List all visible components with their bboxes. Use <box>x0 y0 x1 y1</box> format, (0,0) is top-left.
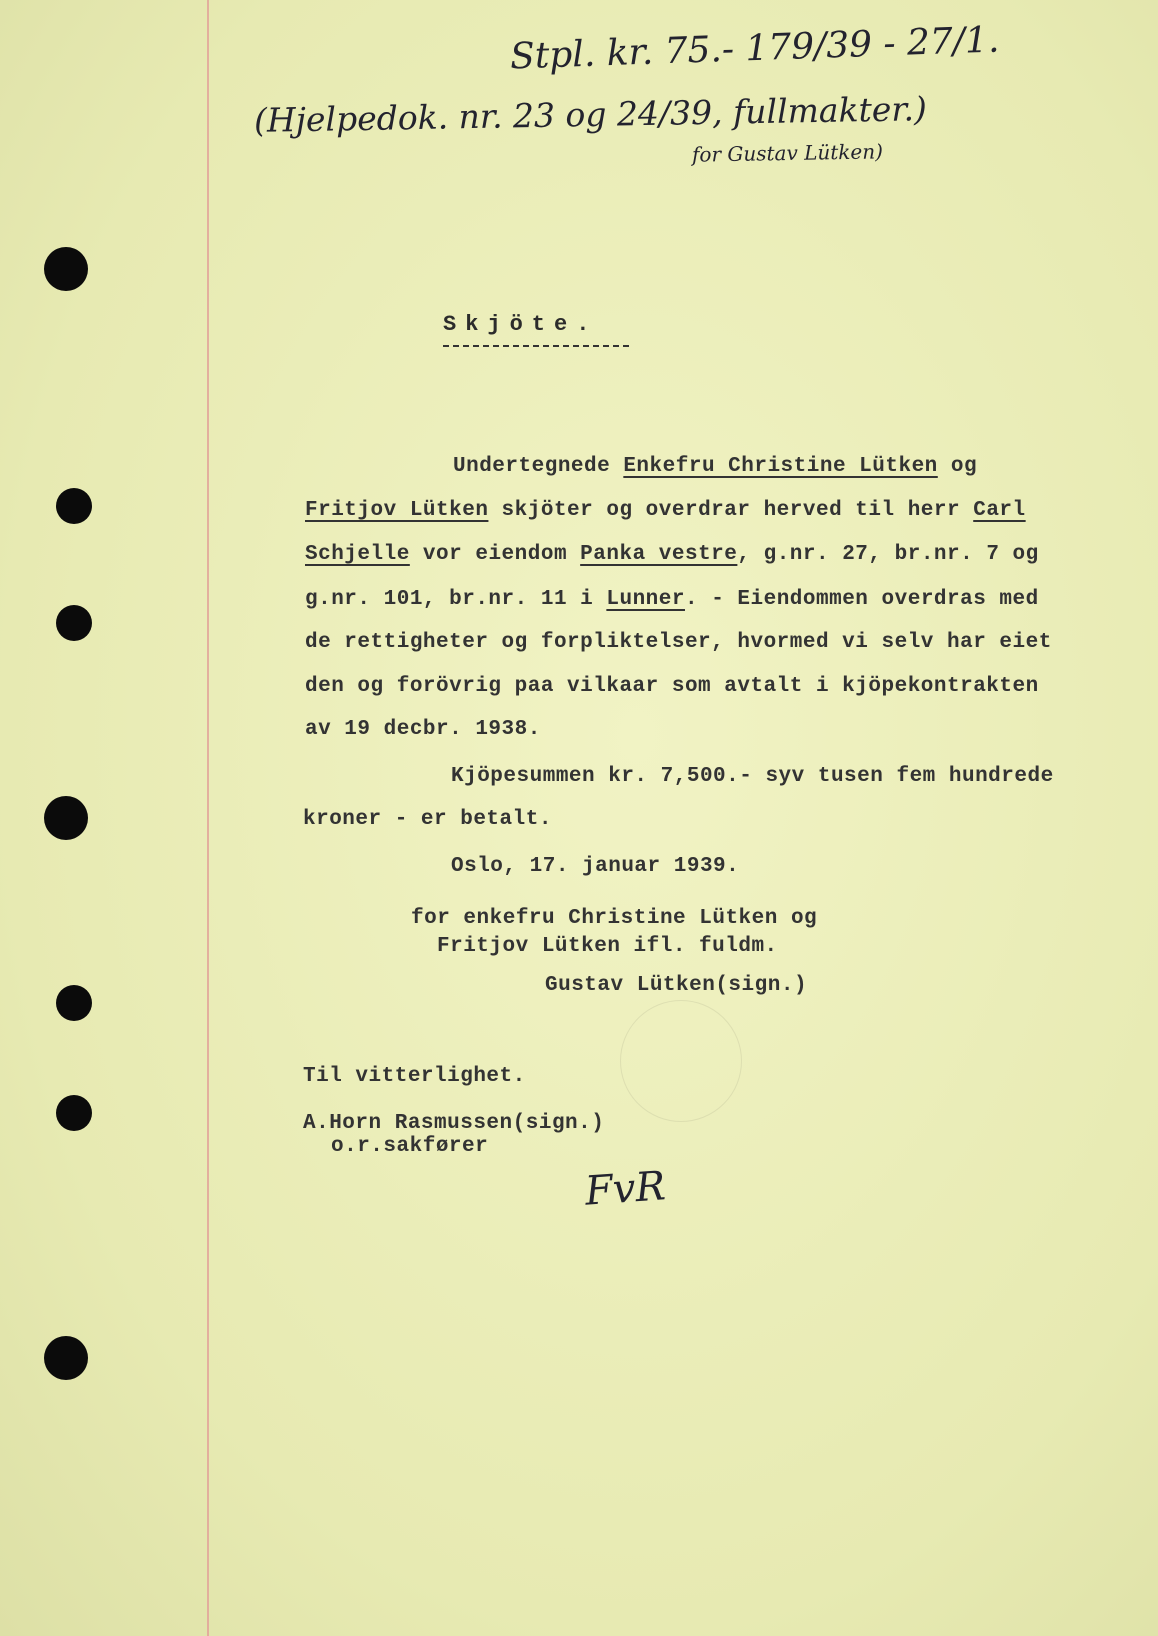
punch-hole <box>56 985 92 1021</box>
punch-hole <box>44 1336 88 1380</box>
attachment-annotation-sub: for Gustav Lütken) <box>691 139 884 167</box>
body-text: , g.nr. 27, br.nr. 7 og <box>737 543 1039 566</box>
body-text: Undertegnede <box>453 455 624 478</box>
punch-hole <box>56 605 92 641</box>
underlined-name: Carl <box>973 499 1026 522</box>
body-line <box>451 765 1054 788</box>
body-text: Kjöpesummen kr. 7,500.- syv tusen fem hundrede <box>451 765 1054 788</box>
stamp-fee-annotation: Stpl. kr. 75.- 179/39 - 27/1. <box>509 19 1000 78</box>
punch-hole <box>56 488 92 524</box>
witness-name: A.Horn Rasmussen(sign.) <box>303 1112 605 1135</box>
punch-hole <box>44 247 88 291</box>
witness-title: o.r.sakfører <box>331 1135 489 1158</box>
body-text: av 19 decbr. 1938. <box>305 718 541 741</box>
body-text: skjöter og overdrar herved til herr <box>488 499 974 522</box>
body-line <box>305 631 1052 654</box>
body-text: kroner - er betalt. <box>303 808 552 831</box>
underlined-name: Fritjov Lütken <box>305 499 489 522</box>
faint-stamp <box>620 1000 742 1122</box>
margin-rule <box>207 0 209 1636</box>
body-text: de rettigheter og forpliktelser, hvormed vi selv har eiet <box>305 631 1052 654</box>
body-line <box>305 718 541 741</box>
body-text: den og forövrig paa vilkaar som avtalt i kjöpekontrakten <box>305 675 1039 698</box>
body-text: . - Eiendommen overdras med <box>684 588 1039 611</box>
body-text: g.nr. 101, br.nr. 11 i <box>305 588 607 611</box>
underlined-name: Schjelle <box>305 543 410 566</box>
body-line <box>305 675 1039 698</box>
underlined-name: Lunner <box>606 588 685 611</box>
body-text: og <box>937 455 978 478</box>
initials-signature: FvR <box>583 1163 667 1215</box>
body-line <box>305 588 1039 611</box>
attachment-annotation: (Hjelpedok. nr. 23 og 24/39, fullmakter.) <box>253 89 928 140</box>
body-line <box>305 543 1039 566</box>
underlined-name: Panka vestre <box>580 543 738 566</box>
punch-hole <box>44 796 88 840</box>
body-line <box>303 808 552 831</box>
document-title: Skjöte. <box>443 312 599 337</box>
punch-hole <box>56 1095 92 1131</box>
title-underline <box>443 345 629 347</box>
body-line <box>305 499 1026 522</box>
signature-line-1: for enkefru Christine Lütken og <box>411 907 818 930</box>
body-line <box>453 455 977 478</box>
witness-heading: Til vitterlighet. <box>303 1065 526 1088</box>
body-text: vor eiendom <box>409 543 581 566</box>
underlined-name: Enkefru Christine Lütken <box>623 455 938 478</box>
date-line: Oslo, 17. januar 1939. <box>451 855 740 878</box>
signature-line-3: Gustav Lütken(sign.) <box>545 974 808 997</box>
signature-line-2: Fritjov Lütken ifl. fuldm. <box>437 935 778 958</box>
